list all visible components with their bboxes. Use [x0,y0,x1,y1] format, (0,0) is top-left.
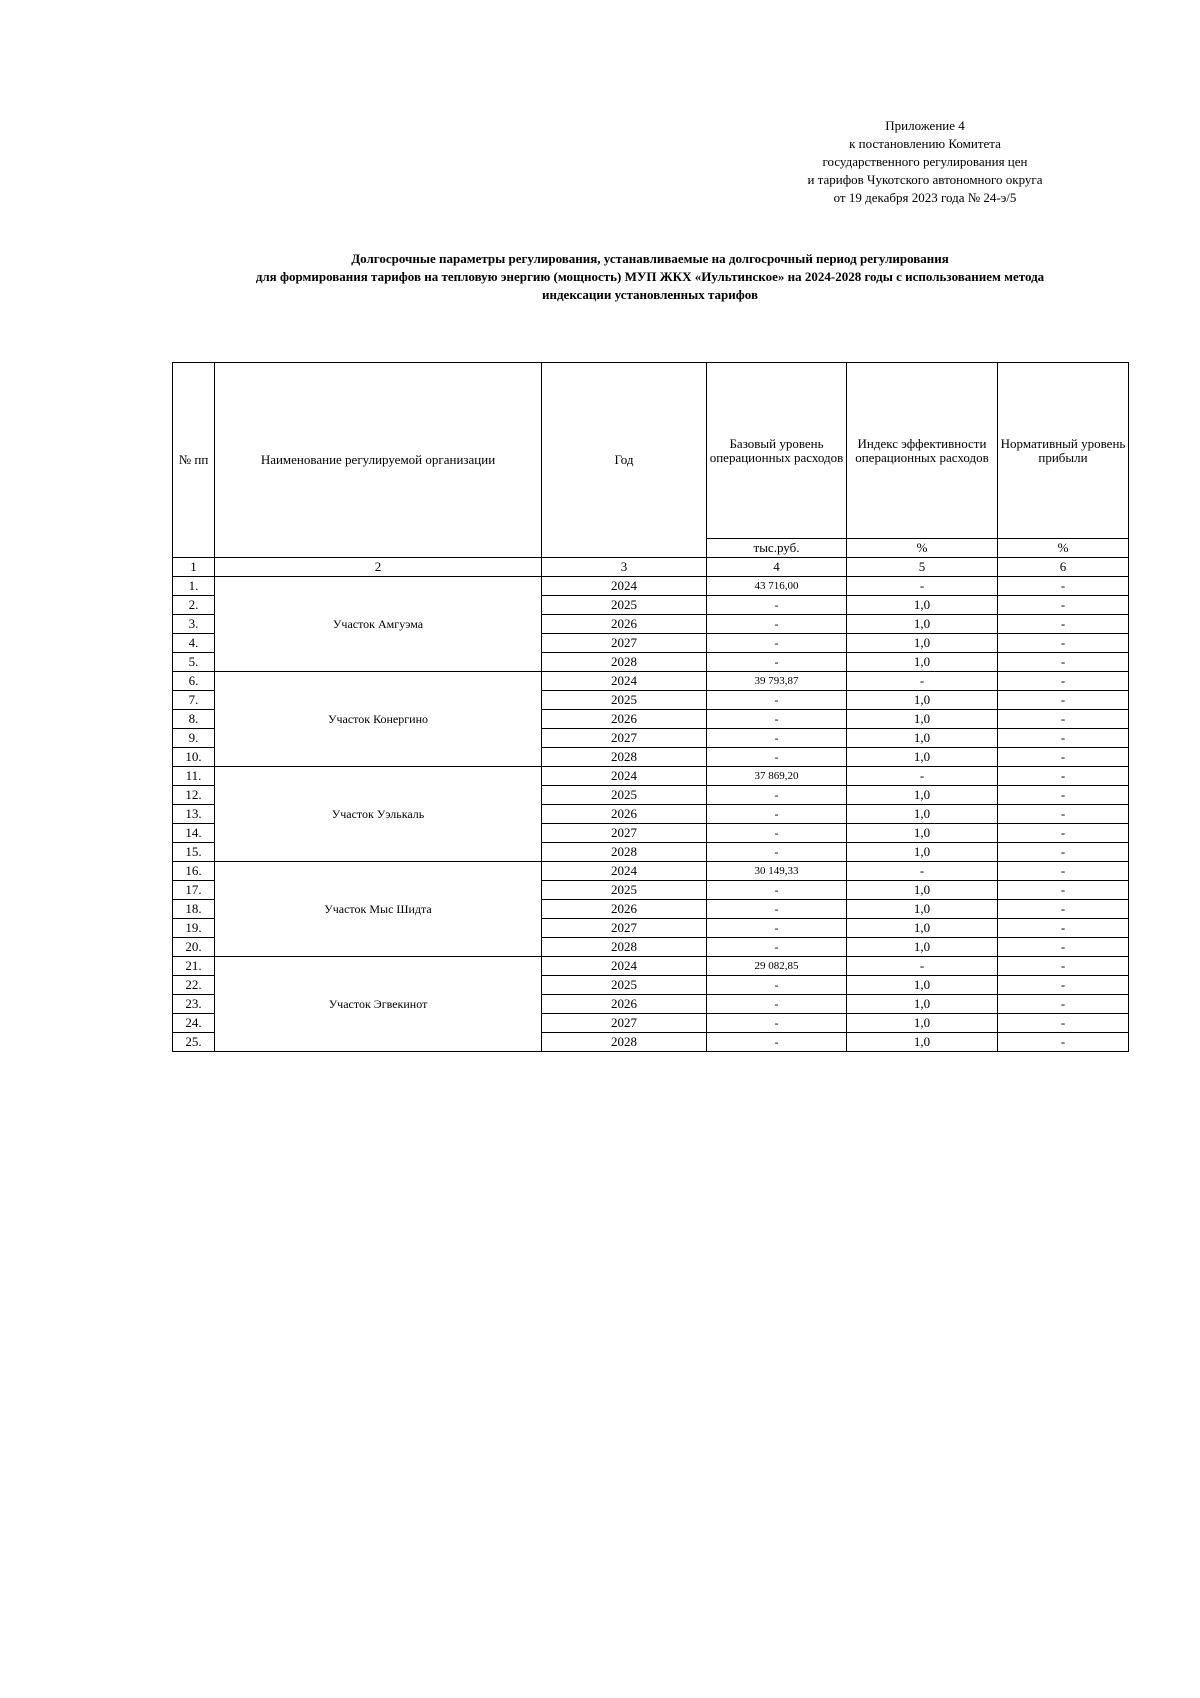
row-efficiency-index: 1,0 [847,786,998,805]
row-number: 7. [173,691,215,710]
row-number: 15. [173,843,215,862]
column-number: 2 [215,558,542,577]
row-year: 2025 [542,691,707,710]
row-profit-level: - [998,900,1129,919]
document-title [160,250,1140,304]
row-efficiency-index: 1,0 [847,938,998,957]
row-base-cost: - [707,919,847,938]
annex-line: к постановлению Комитета [849,136,1001,151]
annex-line: государственного регулирования цен [822,154,1028,169]
row-efficiency-index: 1,0 [847,710,998,729]
row-profit-level: - [998,938,1129,957]
row-year: 2028 [542,653,707,672]
title-line: индексации установленных тарифов [542,287,758,302]
row-number: 6. [173,672,215,691]
table-row [173,672,1129,691]
row-year: 2028 [542,938,707,957]
row-efficiency-index: - [847,957,998,976]
row-year: 2026 [542,995,707,1014]
table-row [173,577,1129,596]
row-number: 24. [173,1014,215,1033]
row-number: 8. [173,710,215,729]
row-number: 14. [173,824,215,843]
annex-line: и тарифов Чукотского автономного округа [807,172,1043,187]
row-profit-level: - [998,881,1129,900]
row-base-cost: - [707,805,847,824]
row-profit-level: - [998,919,1129,938]
row-number: 3. [173,615,215,634]
row-efficiency-index: 1,0 [847,919,998,938]
row-efficiency-index: 1,0 [847,1033,998,1052]
row-profit-level: - [998,843,1129,862]
unit-profit: % [998,539,1129,558]
row-number: 13. [173,805,215,824]
row-year: 2024 [542,577,707,596]
row-profit-level: - [998,710,1129,729]
row-base-cost: - [707,615,847,634]
row-profit-level: - [998,653,1129,672]
row-year: 2027 [542,634,707,653]
row-year: 2026 [542,805,707,824]
column-number: 5 [847,558,998,577]
row-year: 2028 [542,843,707,862]
row-number: 22. [173,976,215,995]
row-efficiency-index: 1,0 [847,653,998,672]
row-efficiency-index: - [847,672,998,691]
row-number: 12. [173,786,215,805]
regulation-parameters-table [172,362,1129,1052]
row-profit-level: - [998,577,1129,596]
row-efficiency-index: 1,0 [847,748,998,767]
column-number: 6 [998,558,1129,577]
row-year: 2026 [542,615,707,634]
row-profit-level: - [998,634,1129,653]
row-profit-level: - [998,1014,1129,1033]
row-number: 4. [173,634,215,653]
row-base-cost: - [707,881,847,900]
row-base-cost: 29 082,85 [707,957,847,976]
row-base-cost: 43 716,00 [707,577,847,596]
table-row [173,767,1129,786]
row-year: 2027 [542,824,707,843]
unit-base: тыс.руб. [707,539,847,558]
row-profit-level: - [998,805,1129,824]
row-base-cost: - [707,1033,847,1052]
row-base-cost: - [707,843,847,862]
organization-name: Участок Эгвекинот [215,957,542,1052]
table-row [173,957,1129,976]
row-number: 17. [173,881,215,900]
row-efficiency-index: 1,0 [847,881,998,900]
row-efficiency-index: - [847,767,998,786]
header-year: Год [542,363,707,558]
row-year: 2027 [542,729,707,748]
organization-name: Участок Уэлькаль [215,767,542,862]
column-number: 1 [173,558,215,577]
row-number: 20. [173,938,215,957]
row-number: 19. [173,919,215,938]
row-profit-level: - [998,729,1129,748]
annex-line: от 19 декабря 2023 года № 24-э/5 [833,190,1017,205]
column-numbers-row [173,558,1129,577]
row-year: 2024 [542,862,707,881]
row-efficiency-index: - [847,577,998,596]
row-base-cost: - [707,976,847,995]
row-number: 2. [173,596,215,615]
row-efficiency-index: 1,0 [847,843,998,862]
row-base-cost: - [707,995,847,1014]
row-base-cost: - [707,691,847,710]
title-line: для формирования тарифов на тепловую энергию (мощность) МУП ЖКХ «Иультинское» на 2024-2028 годы с использованием метода [255,269,1045,284]
row-profit-level: - [998,672,1129,691]
row-efficiency-index: 1,0 [847,634,998,653]
row-base-cost: - [707,938,847,957]
row-year: 2024 [542,957,707,976]
unit-index: % [847,539,998,558]
row-profit-level: - [998,957,1129,976]
row-number: 16. [173,862,215,881]
row-year: 2028 [542,748,707,767]
row-profit-level: - [998,862,1129,881]
header-base: Базовый уровень операционных расходов [707,363,847,539]
row-year: 2028 [542,1033,707,1052]
row-efficiency-index: 1,0 [847,729,998,748]
row-year: 2027 [542,919,707,938]
annex-header [780,117,1070,207]
row-base-cost: - [707,634,847,653]
row-efficiency-index: 1,0 [847,1014,998,1033]
row-base-cost: - [707,653,847,672]
header-num: № пп [173,363,215,558]
row-year: 2025 [542,881,707,900]
row-base-cost: - [707,748,847,767]
row-year: 2026 [542,900,707,919]
row-profit-level: - [998,995,1129,1014]
row-profit-level: - [998,976,1129,995]
row-number: 25. [173,1033,215,1052]
row-year: 2026 [542,710,707,729]
row-profit-level: - [998,596,1129,615]
row-efficiency-index: 1,0 [847,824,998,843]
row-number: 21. [173,957,215,976]
row-base-cost: - [707,824,847,843]
row-number: 9. [173,729,215,748]
row-year: 2024 [542,672,707,691]
row-number: 18. [173,900,215,919]
row-efficiency-index: 1,0 [847,805,998,824]
row-base-cost: - [707,900,847,919]
table-row [173,862,1129,881]
row-efficiency-index: 1,0 [847,596,998,615]
row-profit-level: - [998,1033,1129,1052]
row-year: 2025 [542,786,707,805]
row-year: 2025 [542,596,707,615]
row-base-cost: - [707,729,847,748]
column-number: 3 [542,558,707,577]
header-index: Индекс эффективности операционных расходов [847,363,998,539]
header-row [173,363,1129,539]
row-number: 5. [173,653,215,672]
row-profit-level: - [998,786,1129,805]
row-profit-level: - [998,691,1129,710]
row-base-cost: 37 869,20 [707,767,847,786]
row-efficiency-index: 1,0 [847,900,998,919]
row-year: 2027 [542,1014,707,1033]
row-profit-level: - [998,767,1129,786]
row-base-cost: - [707,1014,847,1033]
row-number: 10. [173,748,215,767]
title-line: Долгосрочные параметры регулирования, устанавливаемые на долгосрочный период регулирования [351,251,949,266]
row-efficiency-index: 1,0 [847,691,998,710]
row-efficiency-index: - [847,862,998,881]
column-number: 4 [707,558,847,577]
row-profit-level: - [998,615,1129,634]
row-year: 2025 [542,976,707,995]
row-base-cost: - [707,596,847,615]
header-profit: Нормативный уровень прибыли [998,363,1129,539]
annex-line: Приложение 4 [885,118,965,133]
row-number: 23. [173,995,215,1014]
row-base-cost: - [707,786,847,805]
row-number: 11. [173,767,215,786]
organization-name: Участок Конергино [215,672,542,767]
header-name: Наименование регулируемой организации [215,363,542,558]
organization-name: Участок Амгуэма [215,577,542,672]
organization-name: Участок Мыс Шидта [215,862,542,957]
row-year: 2024 [542,767,707,786]
row-base-cost: - [707,710,847,729]
row-base-cost: 30 149,33 [707,862,847,881]
row-efficiency-index: 1,0 [847,995,998,1014]
row-efficiency-index: 1,0 [847,615,998,634]
row-base-cost: 39 793,87 [707,672,847,691]
row-efficiency-index: 1,0 [847,976,998,995]
row-profit-level: - [998,748,1129,767]
row-profit-level: - [998,824,1129,843]
row-number: 1. [173,577,215,596]
